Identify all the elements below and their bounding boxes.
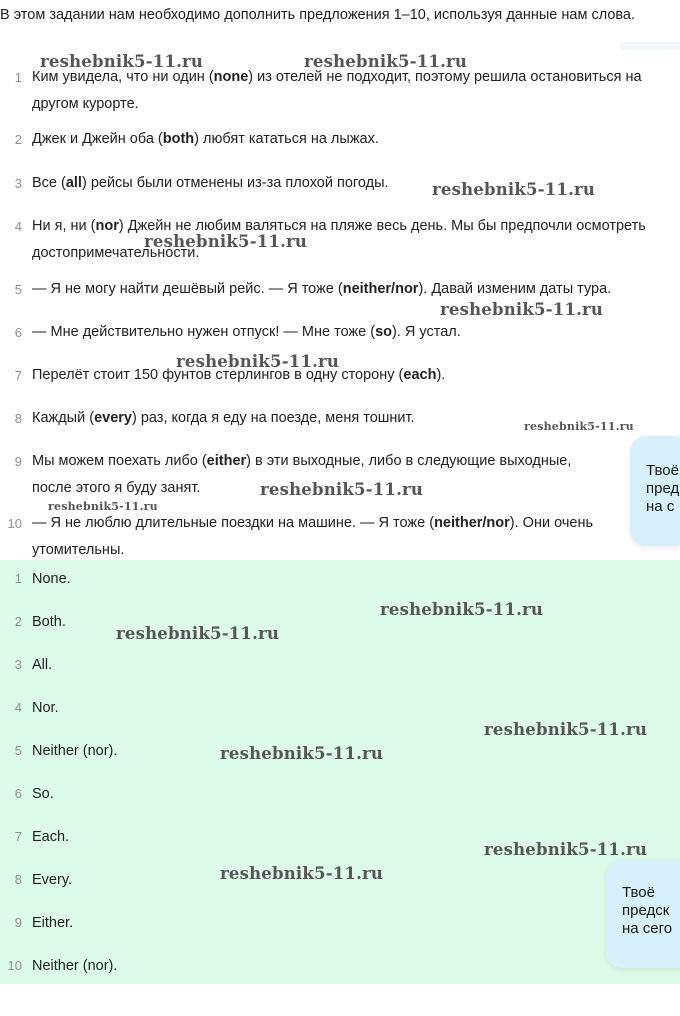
bubble-line: Твоё — [646, 462, 679, 479]
item-text: ). Я устал. — [392, 324, 461, 340]
bubble-line: Твоё — [622, 884, 655, 901]
answer-text: Neither (nor). — [32, 958, 118, 974]
answer-word: so — [375, 324, 393, 340]
item-text: — Я не люблю длительные поездки на машине. — Я тоже ( — [32, 515, 435, 531]
answer-word: each — [403, 367, 437, 383]
item-text: Джек и Джейн оба ( — [32, 131, 163, 147]
item-number: 8 — [14, 872, 22, 887]
item-text: ). Они очень утомительны. — [32, 515, 594, 558]
list-item — [0, 697, 300, 719]
answer-text: Neither (nor). — [32, 743, 118, 759]
list-item — [0, 510, 600, 564]
watermark: reshebnik5-11.ru — [40, 52, 204, 71]
watermark: reshebnik5-11.ru — [144, 232, 308, 251]
watermark: reshebnik5-11.ru — [432, 180, 596, 199]
list-item — [0, 319, 668, 346]
item-text: — Я не могу найти дешёвый рейс. — Я тоже ( — [32, 281, 343, 297]
item-number: 2 — [14, 614, 22, 629]
watermark: reshebnik5-11.ru — [176, 352, 340, 371]
answer-word: none — [213, 69, 249, 85]
item-text: Каждый ( — [32, 410, 95, 426]
answer-text: All. — [32, 657, 53, 673]
item-number: 1 — [14, 571, 22, 586]
list-item — [0, 568, 300, 590]
item-number: 6 — [14, 786, 22, 801]
watermark: reshebnik5-11.ru — [440, 300, 604, 319]
bubble-line: на с — [646, 498, 675, 515]
item-text: ) Джейн не любим валяться на пляже весь день. Мы бы предпочли осмотреть достопримечательности. — [32, 218, 646, 261]
item-text: ). — [436, 367, 446, 383]
item-number: 6 — [14, 325, 22, 340]
item-text: Ни я, ни ( — [32, 218, 96, 234]
watermark: reshebnik5-11.ru — [220, 744, 384, 763]
list-item — [0, 276, 668, 303]
chat-bubble[interactable] — [606, 860, 680, 968]
list-item — [0, 126, 668, 153]
item-text: — Мне действительно нужен отпуск! — Мне тоже ( — [32, 324, 376, 340]
list-item — [0, 654, 300, 676]
list-item — [0, 912, 300, 934]
list-item — [0, 783, 300, 805]
item-number: 8 — [14, 411, 22, 426]
item-text: ). Давай изменим даты тура. — [418, 281, 612, 297]
item-text: Ким увидела, что ни один ( — [32, 69, 214, 85]
watermark: reshebnik5-11.ru — [484, 840, 648, 859]
answer-text: None. — [32, 571, 71, 587]
item-text: ) рейсы были отменены из-за плохой погоды. — [81, 175, 389, 191]
answer-word: every — [94, 410, 132, 426]
item-number: 9 — [14, 915, 22, 930]
item-text: ) из отелей не подходит, поэтому решила остановиться на другом курорте. — [32, 69, 642, 112]
watermark: reshebnik5-11.ru — [484, 720, 648, 739]
item-number: 5 — [14, 282, 22, 297]
answer-word: nor — [95, 218, 119, 234]
item-text: Все ( — [32, 175, 66, 191]
item-number: 5 — [14, 743, 22, 758]
item-number: 7 — [14, 368, 22, 383]
bubble-line: на сего — [622, 920, 673, 937]
watermark: reshebnik5-11.ru — [220, 864, 384, 883]
watermark: reshebnik5-11.ru — [48, 500, 158, 513]
answer-text: Each. — [32, 829, 70, 845]
item-number: 4 — [14, 700, 22, 715]
answers-panel — [0, 560, 680, 984]
item-number: 10 — [7, 516, 22, 531]
list-item — [0, 826, 300, 848]
top-right-divider — [620, 42, 680, 50]
answer-text: Both. — [32, 614, 66, 630]
watermark: reshebnik5-11.ru — [304, 52, 468, 71]
answer-text: Nor. — [32, 700, 59, 716]
answer-word: neither/nor — [342, 281, 419, 297]
item-number: 9 — [14, 454, 22, 469]
answer-word: either — [206, 453, 247, 469]
item-number: 7 — [14, 829, 22, 844]
item-text: Мы можем поехать либо ( — [32, 453, 207, 469]
item-number: 1 — [14, 70, 22, 85]
watermark: reshebnik5-11.ru — [116, 624, 280, 643]
watermark: reshebnik5-11.ru — [380, 600, 544, 619]
bubble-line: предск — [622, 902, 670, 919]
item-text: ) раз, когда я еду на поезде, меня тошнит. — [131, 410, 415, 426]
item-text: ) любят кататься на лыжах. — [194, 131, 379, 147]
item-text: Перелёт стоит 150 фунтов стерлингов в одну сторону ( — [32, 367, 404, 383]
watermark: reshebnik5-11.ru — [524, 420, 634, 433]
list-item — [0, 213, 668, 267]
chat-bubble[interactable] — [630, 436, 680, 546]
item-number: 2 — [14, 132, 22, 147]
watermark: reshebnik5-11.ru — [260, 480, 424, 499]
answer-word: neither/nor — [434, 515, 510, 531]
item-text: ) в эти выходные, либо в следующие выходные, после этого я буду занят. — [32, 453, 572, 496]
bubble-line: пред — [646, 480, 680, 497]
list-item — [0, 64, 668, 118]
answer-word: all — [65, 175, 82, 191]
answer-text: Either. — [32, 915, 74, 931]
answer-text: Every. — [32, 872, 73, 888]
item-number: 3 — [14, 176, 22, 191]
intro-text: В этом задании нам необходимо дополнить предложения 1–10, используя данные нам слова. — [0, 7, 636, 23]
answer-text: So. — [32, 786, 54, 802]
item-number: 10 — [7, 958, 22, 973]
item-number: 3 — [14, 657, 22, 672]
list-item — [0, 955, 300, 977]
item-number: 4 — [14, 219, 22, 234]
answer-word: both — [162, 131, 195, 147]
